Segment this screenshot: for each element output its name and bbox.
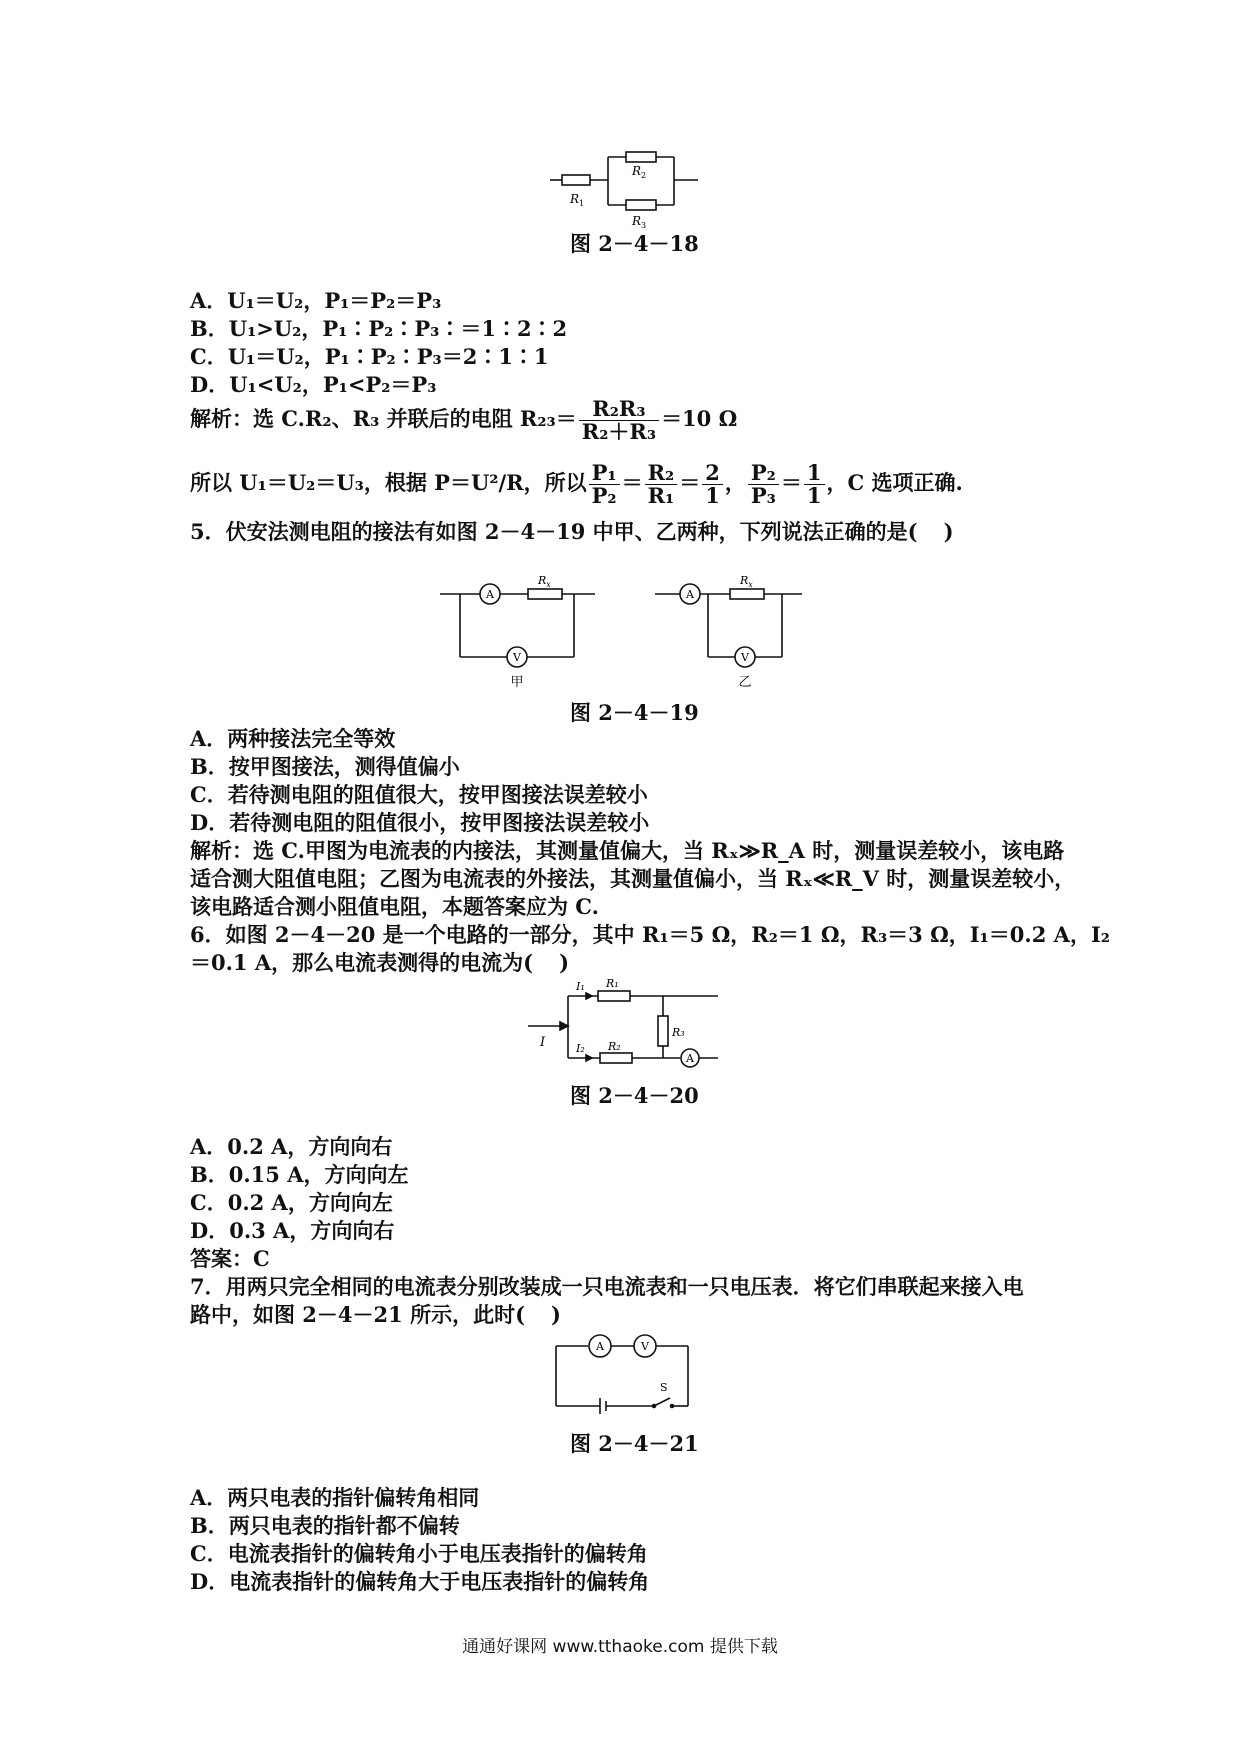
q5-stem: 5．伏安法测电阻的接法有如图 2－4－19 中甲、乙两种，下列说法正确的是( ) — [190, 519, 954, 544]
figure-caption-21: 图 2－4－21 — [570, 1431, 699, 1456]
q7-option-a: A．两只电表的指针偏转角相同 — [190, 1485, 480, 1510]
q6-stem-line1: 6．如图 2－4－20 是一个电路的一部分，其中 R₁＝5 Ω，R₂＝1 Ω，R₃＝3 Ω，I₁＝0.2 A，I₂ — [190, 922, 1110, 947]
q6-option-a: A．0.2 A，方向向右 — [190, 1134, 393, 1159]
ammeter-yi: A — [686, 588, 694, 601]
q4-analysis-line1: 解析：选 C.R₂、R₃ 并联后的电阻 R₂₃＝ $\frac{\text{R₂R₃}}{\text{R₂＋R₃}}$ ＝10 Ω — [190, 396, 738, 444]
figure-2-4-18-circuit — [540, 145, 710, 235]
r1-label-q6: R₁ — [606, 978, 619, 990]
q6-answer: 答案：C — [190, 1246, 270, 1271]
label-yi: 乙 — [738, 675, 752, 690]
q4-option-c: C．U₁＝U₂，P₁∶P₂∶P₃＝2∶1∶1 — [190, 344, 549, 369]
i1-label: I₁ — [576, 980, 585, 993]
q6-option-d: D．0.3 A，方向向右 — [190, 1218, 395, 1243]
q5-option-c: C．若待测电阻的阻值很大，按甲图接法误差较小 — [190, 782, 648, 807]
rx-label-yi: $R_x$ — [740, 574, 753, 589]
q5-analysis-line1: 解析：选 C.甲图为电流表的内接法，其测量值偏大，当 Rₓ≫R_A 时，测量误差较小，该电路 — [190, 838, 1065, 863]
label-jia: 甲 — [510, 675, 524, 690]
r2-label: $R_2$ — [632, 164, 647, 180]
ammeter-q7: A — [596, 1340, 604, 1353]
q7-option-c: C．电流表指针的偏转角小于电压表指针的偏转角 — [190, 1541, 648, 1566]
footer: 通通好课网 www.tthaoke.com 提供下载 — [462, 1637, 778, 1657]
q7-stem-line2: 路中，如图 2－4－21 所示，此时( ) — [190, 1302, 561, 1327]
i2-label: I₂ — [576, 1042, 585, 1055]
switch-label: S — [660, 1381, 668, 1394]
i-label: I — [540, 1035, 546, 1050]
q4-option-a: A．U₁＝U₂，P₁＝P₂＝P₃ — [190, 288, 442, 313]
figure-2-4-19-circuits — [440, 572, 820, 692]
figure-2-4-21-circuit — [548, 1328, 698, 1418]
rx-label-jia: $R_x$ — [538, 574, 551, 589]
q5-option-b: B．按甲图接法，测得值偏小 — [190, 754, 460, 779]
q5-option-a: A．两种接法完全等效 — [190, 726, 396, 751]
q4-option-b: B．U₁>U₂，P₁∶P₂∶P₃∶＝1∶2∶2 — [190, 316, 568, 341]
q6-stem-line2: ＝0.1 A，那么电流表测得的电流为( ) — [190, 950, 570, 975]
voltmeter-q7: V — [641, 1340, 649, 1353]
r3-label: $R_3$ — [632, 214, 647, 230]
q5-analysis-line2: 适合测大阻值电阻；乙图为电流表的外接法，其测量值偏小，当 Rₓ≪R_V 时，测量误差较小， — [190, 866, 1076, 891]
voltmeter-yi: V — [741, 651, 749, 664]
q6-option-b: B．0.15 A，方向向左 — [190, 1162, 409, 1187]
q7-option-d: D．电流表指针的偏转角大于电压表指针的偏转角 — [190, 1569, 650, 1594]
q7-option-b: B．两只电表的指针都不偏转 — [190, 1513, 460, 1538]
q5-analysis-line3: 该电路适合测小阻值电阻，本题答案应为 C. — [190, 894, 599, 919]
ammeter-q6: A — [686, 1052, 694, 1065]
r1-label: $R_1$ — [570, 192, 585, 208]
q7-stem-line1: 7．用两只完全相同的电流表分别改装成一只电流表和一只电压表．将它们串联起来接入电 — [190, 1274, 1024, 1299]
q4-analysis-line2: 所以 U₁＝U₂＝U₃，根据 P＝U²/R，所以 $\frac{\text{P₁}}{\text{P₂}}$ ＝ $\frac{\text{R₂}}{\text{R₁}}$ ＝ $\frac{2}{1}$ ， $\frac{\text{P₂}}{\text{P₃}}$ ＝ $\frac{1}{1}$ ，C 选项正确. — [190, 460, 963, 508]
r2-label-q6: R₂ — [608, 1040, 621, 1053]
r3-label-q6: R₃ — [672, 1026, 685, 1039]
figure-caption-19: 图 2－4－19 — [570, 700, 699, 725]
figure-caption-18: 图 2－4－18 — [570, 231, 699, 256]
q5-option-d: D．若待测电阻的阻值很小，按甲图接法误差较小 — [190, 810, 650, 835]
q4-option-d: D．U₁<U₂，P₁<P₂＝P₃ — [190, 372, 437, 397]
figure-caption-20: 图 2－4－20 — [570, 1083, 699, 1108]
ammeter-jia: A — [486, 588, 494, 601]
figure-2-4-20-circuit — [528, 978, 728, 1070]
q6-option-c: C．0.2 A，方向向左 — [190, 1190, 393, 1215]
voltmeter-jia: V — [513, 651, 521, 664]
